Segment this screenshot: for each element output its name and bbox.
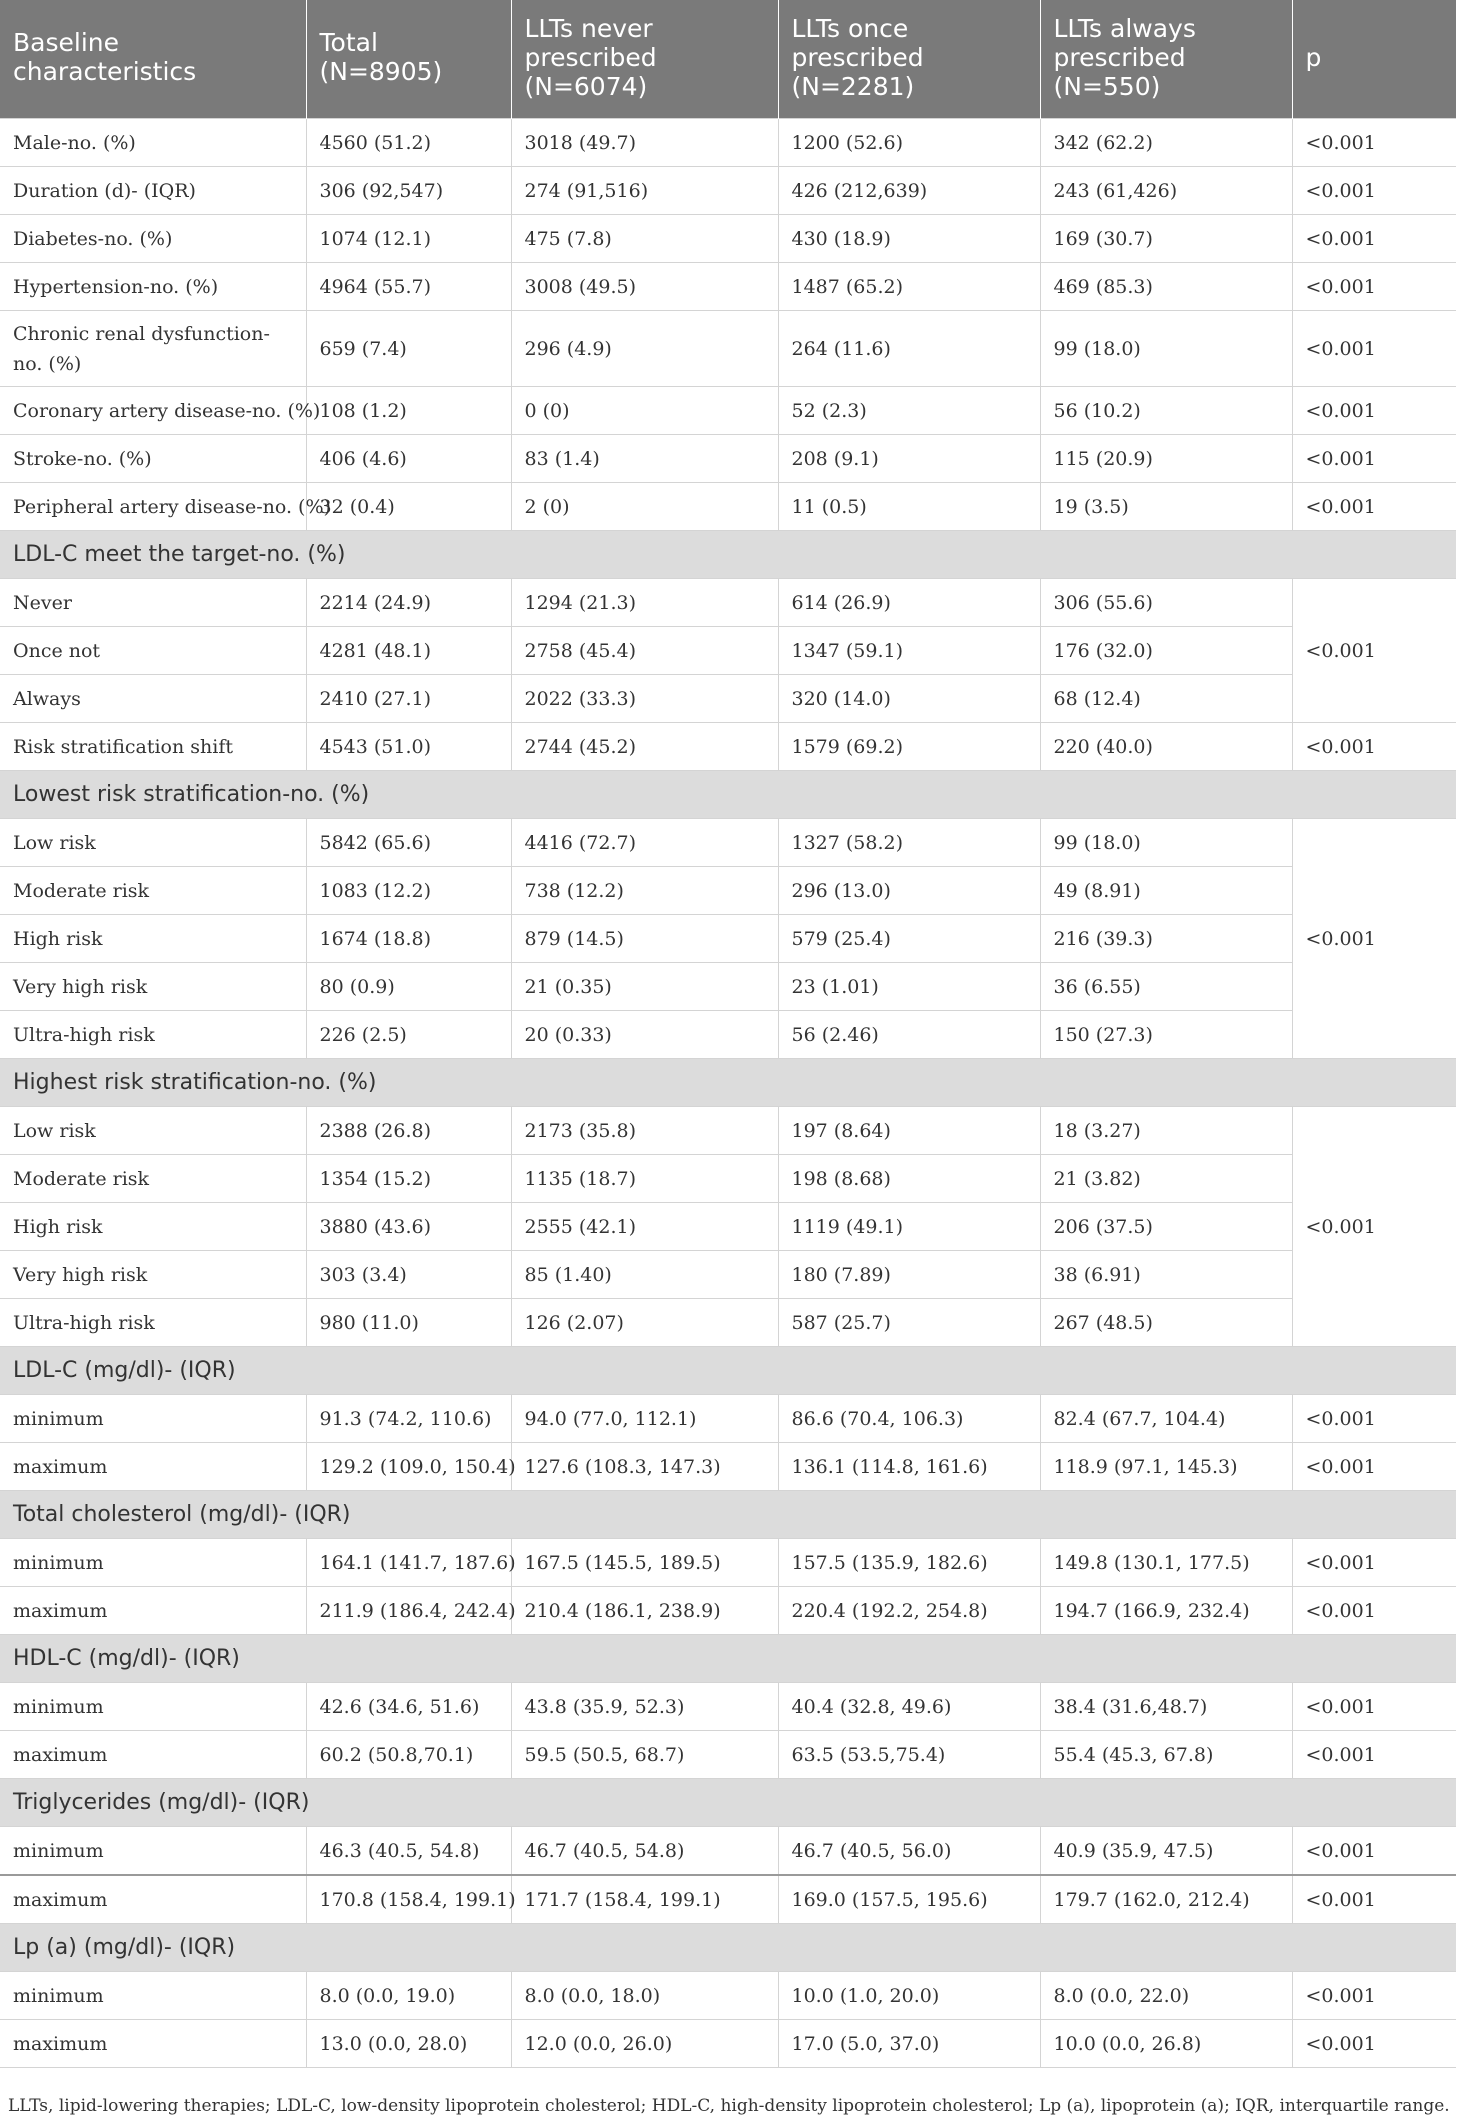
- cell-total: 42.6 (34.6, 51.6): [306, 1683, 511, 1731]
- row-label: minimum: [0, 1827, 306, 1876]
- cell-total: 303 (3.4): [306, 1251, 511, 1299]
- cell-always: 342 (62.2): [1040, 119, 1292, 167]
- table-row: [0, 215, 1456, 263]
- cell-total: 1074 (12.1): [306, 215, 511, 263]
- row-label: Peripheral artery disease-no. (%): [0, 483, 306, 531]
- cell-never: 274 (91,516): [511, 167, 778, 215]
- cell-total: 226 (2.5): [306, 1011, 511, 1059]
- cell-always: 220 (40.0): [1040, 723, 1292, 771]
- section-title: Lowest risk stratification-no. (%): [0, 771, 1456, 819]
- cell-p-value: <0.001: [1292, 1443, 1456, 1491]
- row-label: Very high risk: [0, 963, 306, 1011]
- header-always: LLTs always prescribed (N=550): [1040, 0, 1292, 119]
- table-row: [0, 819, 1456, 867]
- cell-once: 1579 (69.2): [778, 723, 1040, 771]
- cell-once: 136.1 (114.8, 161.6): [778, 1443, 1040, 1491]
- cell-always: 243 (61,426): [1040, 167, 1292, 215]
- row-label: Stroke-no. (%): [0, 435, 306, 483]
- cell-never: 12.0 (0.0, 26.0): [511, 2020, 778, 2068]
- cell-total: 980 (11.0): [306, 1299, 511, 1347]
- section-title: Triglycerides (mg/dl)- (IQR): [0, 1779, 1456, 1827]
- header-never: LLTs never prescribed (N=6074): [511, 0, 778, 119]
- cell-always: 49 (8.91): [1040, 867, 1292, 915]
- cell-always: 176 (32.0): [1040, 627, 1292, 675]
- table-row: [0, 263, 1456, 311]
- cell-once: 52 (2.3): [778, 387, 1040, 435]
- table-row: [0, 1587, 1456, 1635]
- table-row: [0, 1395, 1456, 1443]
- table-row: [0, 1731, 1456, 1779]
- table-row: [0, 915, 1456, 963]
- cell-always: 179.7 (162.0, 212.4): [1040, 1875, 1292, 1924]
- row-label: Hypertension-no. (%): [0, 263, 306, 311]
- cell-never: 94.0 (77.0, 112.1): [511, 1395, 778, 1443]
- row-label: maximum: [0, 1875, 306, 1924]
- table-row: [0, 1827, 1456, 1876]
- cell-p-value: <0.001: [1292, 215, 1456, 263]
- cell-once: 614 (26.9): [778, 579, 1040, 627]
- cell-once: 10.0 (1.0, 20.0): [778, 1972, 1040, 2020]
- row-label: Moderate risk: [0, 867, 306, 915]
- cell-p-value: <0.001: [1292, 387, 1456, 435]
- cell-total: 659 (7.4): [306, 311, 511, 387]
- row-label: Once not: [0, 627, 306, 675]
- cell-never: 171.7 (158.4, 199.1): [511, 1875, 778, 1924]
- row-label: maximum: [0, 2020, 306, 2068]
- cell-once: 63.5 (53.5,75.4): [778, 1731, 1040, 1779]
- table-row: [0, 1107, 1456, 1155]
- cell-always: 469 (85.3): [1040, 263, 1292, 311]
- cell-always: 169 (30.7): [1040, 215, 1292, 263]
- cell-never: 46.7 (40.5, 54.8): [511, 1827, 778, 1876]
- cell-total: 4560 (51.2): [306, 119, 511, 167]
- cell-never: 2744 (45.2): [511, 723, 778, 771]
- table-row: [0, 1155, 1456, 1203]
- row-label: Diabetes-no. (%): [0, 215, 306, 263]
- cell-always: 38 (6.91): [1040, 1251, 1292, 1299]
- cell-always: 216 (39.3): [1040, 915, 1292, 963]
- row-label: maximum: [0, 1587, 306, 1635]
- cell-always: 18 (3.27): [1040, 1107, 1292, 1155]
- cell-once: 40.4 (32.8, 49.6): [778, 1683, 1040, 1731]
- cell-never: 2555 (42.1): [511, 1203, 778, 1251]
- cell-p-value: <0.001: [1292, 167, 1456, 215]
- cell-once: 208 (9.1): [778, 435, 1040, 483]
- table-row: [0, 1011, 1456, 1059]
- cell-p-value: <0.001: [1292, 1731, 1456, 1779]
- row-label: maximum: [0, 1731, 306, 1779]
- cell-total: 406 (4.6): [306, 435, 511, 483]
- row-label: Never: [0, 579, 306, 627]
- cell-total: 46.3 (40.5, 54.8): [306, 1827, 511, 1876]
- table-row: [0, 435, 1456, 483]
- cell-p-value: <0.001: [1292, 723, 1456, 771]
- cell-once: 157.5 (135.9, 182.6): [778, 1539, 1040, 1587]
- section-row: [0, 1635, 1456, 1683]
- cell-p-value: <0.001: [1292, 1683, 1456, 1731]
- cell-p-value: <0.001: [1292, 579, 1456, 723]
- section-title: LDL-C meet the target-no. (%): [0, 531, 1456, 579]
- cell-total: 170.8 (158.4, 199.1): [306, 1875, 511, 1924]
- cell-once: 579 (25.4): [778, 915, 1040, 963]
- table-row: [0, 627, 1456, 675]
- cell-total: 2388 (26.8): [306, 1107, 511, 1155]
- cell-total: 1083 (12.2): [306, 867, 511, 915]
- cell-always: 21 (3.82): [1040, 1155, 1292, 1203]
- header-row: [0, 0, 1456, 119]
- cell-p-value: <0.001: [1292, 2020, 1456, 2068]
- table-row: [0, 1443, 1456, 1491]
- table-footnote: LLTs, lipid-lowering therapies; LDL-C, low-density lipoprotein cholesterol; HDL-C, high-density lipoprotein cholesterol; Lp (a), lipoprotein (a); IQR, interquartile range.: [8, 2096, 1450, 2116]
- row-label: High risk: [0, 1203, 306, 1251]
- table-row: [0, 1683, 1456, 1731]
- cell-p-value: <0.001: [1292, 483, 1456, 531]
- row-label: maximum: [0, 1443, 306, 1491]
- table-row: [0, 675, 1456, 723]
- cell-never: 0 (0): [511, 387, 778, 435]
- row-label: High risk: [0, 915, 306, 963]
- cell-never: 475 (7.8): [511, 215, 778, 263]
- cell-total: 2410 (27.1): [306, 675, 511, 723]
- cell-always: 68 (12.4): [1040, 675, 1292, 723]
- cell-once: 430 (18.9): [778, 215, 1040, 263]
- cell-never: 3008 (49.5): [511, 263, 778, 311]
- cell-total: 4543 (51.0): [306, 723, 511, 771]
- cell-always: 99 (18.0): [1040, 819, 1292, 867]
- row-label: Duration (d)- (IQR): [0, 167, 306, 215]
- cell-once: 1487 (65.2): [778, 263, 1040, 311]
- cell-never: 127.6 (108.3, 147.3): [511, 1443, 778, 1491]
- cell-once: 46.7 (40.5, 56.0): [778, 1827, 1040, 1876]
- cell-always: 19 (3.5): [1040, 483, 1292, 531]
- cell-total: 8.0 (0.0, 19.0): [306, 1972, 511, 2020]
- table-row: [0, 1251, 1456, 1299]
- cell-always: 206 (37.5): [1040, 1203, 1292, 1251]
- cell-total: 5842 (65.6): [306, 819, 511, 867]
- header-total: Total (N=8905): [306, 0, 511, 119]
- cell-always: 118.9 (97.1, 145.3): [1040, 1443, 1292, 1491]
- section-row: [0, 1924, 1456, 1972]
- row-label: Ultra-high risk: [0, 1299, 306, 1347]
- cell-once: 587 (25.7): [778, 1299, 1040, 1347]
- cell-always: 10.0 (0.0, 26.8): [1040, 2020, 1292, 2068]
- cell-p-value: <0.001: [1292, 1972, 1456, 2020]
- cell-always: 149.8 (130.1, 177.5): [1040, 1539, 1292, 1587]
- cell-never: 738 (12.2): [511, 867, 778, 915]
- cell-once: 23 (1.01): [778, 963, 1040, 1011]
- table-row: [0, 119, 1456, 167]
- cell-once: 56 (2.46): [778, 1011, 1040, 1059]
- table-body: [0, 119, 1456, 2068]
- cell-p-value: <0.001: [1292, 119, 1456, 167]
- cell-never: 59.5 (50.5, 68.7): [511, 1731, 778, 1779]
- header-p: p: [1292, 0, 1456, 119]
- cell-once: 320 (14.0): [778, 675, 1040, 723]
- section-row: [0, 1059, 1456, 1107]
- cell-once: 17.0 (5.0, 37.0): [778, 2020, 1040, 2068]
- cell-once: 11 (0.5): [778, 483, 1040, 531]
- cell-once: 296 (13.0): [778, 867, 1040, 915]
- cell-always: 115 (20.9): [1040, 435, 1292, 483]
- row-label: Chronic renal dysfunction-no. (%): [0, 311, 306, 387]
- cell-never: 8.0 (0.0, 18.0): [511, 1972, 778, 2020]
- row-label: minimum: [0, 1683, 306, 1731]
- cell-never: 210.4 (186.1, 238.9): [511, 1587, 778, 1635]
- cell-total: 4281 (48.1): [306, 627, 511, 675]
- cell-always: 82.4 (67.7, 104.4): [1040, 1395, 1292, 1443]
- section-row: [0, 1347, 1456, 1395]
- cell-never: 4416 (72.7): [511, 819, 778, 867]
- cell-total: 3880 (43.6): [306, 1203, 511, 1251]
- cell-always: 267 (48.5): [1040, 1299, 1292, 1347]
- table-row: [0, 579, 1456, 627]
- row-label: Risk stratification shift: [0, 723, 306, 771]
- table-row: [0, 963, 1456, 1011]
- table-row: [0, 1875, 1456, 1924]
- row-label: minimum: [0, 1395, 306, 1443]
- cell-total: 13.0 (0.0, 28.0): [306, 2020, 511, 2068]
- header-baseline: Baseline characteristics: [0, 0, 306, 119]
- table-row: [0, 1299, 1456, 1347]
- cell-total: 4964 (55.7): [306, 263, 511, 311]
- row-label: Ultra-high risk: [0, 1011, 306, 1059]
- cell-p-value: <0.001: [1292, 1395, 1456, 1443]
- cell-total: 60.2 (50.8,70.1): [306, 1731, 511, 1779]
- row-label: Low risk: [0, 1107, 306, 1155]
- cell-once: 86.6 (70.4, 106.3): [778, 1395, 1040, 1443]
- cell-always: 194.7 (166.9, 232.4): [1040, 1587, 1292, 1635]
- table-row: [0, 867, 1456, 915]
- row-label: Coronary artery disease-no. (%): [0, 387, 306, 435]
- cell-once: 1327 (58.2): [778, 819, 1040, 867]
- header-once: LLTs once prescribed (N=2281): [778, 0, 1040, 119]
- table-row: [0, 1203, 1456, 1251]
- cell-p-value: <0.001: [1292, 435, 1456, 483]
- cell-p-value: <0.001: [1292, 263, 1456, 311]
- section-title: LDL-C (mg/dl)- (IQR): [0, 1347, 1456, 1395]
- cell-never: 2758 (45.4): [511, 627, 778, 675]
- cell-total: 91.3 (74.2, 110.6): [306, 1395, 511, 1443]
- table-row: [0, 483, 1456, 531]
- cell-never: 20 (0.33): [511, 1011, 778, 1059]
- cell-once: 1200 (52.6): [778, 119, 1040, 167]
- section-title: Total cholesterol (mg/dl)- (IQR): [0, 1491, 1456, 1539]
- cell-total: 1354 (15.2): [306, 1155, 511, 1203]
- cell-always: 99 (18.0): [1040, 311, 1292, 387]
- cell-always: 8.0 (0.0, 22.0): [1040, 1972, 1292, 2020]
- cell-never: 83 (1.4): [511, 435, 778, 483]
- cell-total: 306 (92,547): [306, 167, 511, 215]
- cell-always: 150 (27.3): [1040, 1011, 1292, 1059]
- cell-once: 426 (212,639): [778, 167, 1040, 215]
- cell-always: 56 (10.2): [1040, 387, 1292, 435]
- cell-once: 220.4 (192.2, 254.8): [778, 1587, 1040, 1635]
- row-label: minimum: [0, 1539, 306, 1587]
- table-row: [0, 1539, 1456, 1587]
- table-row: [0, 387, 1456, 435]
- cell-once: 264 (11.6): [778, 311, 1040, 387]
- cell-once: 198 (8.68): [778, 1155, 1040, 1203]
- cell-p-value: <0.001: [1292, 1539, 1456, 1587]
- cell-never: 879 (14.5): [511, 915, 778, 963]
- row-label: Moderate risk: [0, 1155, 306, 1203]
- section-row: [0, 1491, 1456, 1539]
- table-row: [0, 167, 1456, 215]
- cell-total: 108 (1.2): [306, 387, 511, 435]
- cell-always: 38.4 (31.6,48.7): [1040, 1683, 1292, 1731]
- cell-never: 1135 (18.7): [511, 1155, 778, 1203]
- section-title: Lp (a) (mg/dl)- (IQR): [0, 1924, 1456, 1972]
- cell-p-value: <0.001: [1292, 1827, 1456, 1876]
- section-row: [0, 771, 1456, 819]
- table-row: [0, 311, 1456, 387]
- cell-once: 1347 (59.1): [778, 627, 1040, 675]
- cell-never: 85 (1.40): [511, 1251, 778, 1299]
- section-title: Highest risk stratification-no. (%): [0, 1059, 1456, 1107]
- cell-never: 3018 (49.7): [511, 119, 778, 167]
- cell-never: 2173 (35.8): [511, 1107, 778, 1155]
- cell-never: 296 (4.9): [511, 311, 778, 387]
- row-label: Male-no. (%): [0, 119, 306, 167]
- cell-once: 169.0 (157.5, 195.6): [778, 1875, 1040, 1924]
- row-label: Always: [0, 675, 306, 723]
- cell-p-value: <0.001: [1292, 311, 1456, 387]
- cell-total: 1674 (18.8): [306, 915, 511, 963]
- cell-never: 43.8 (35.9, 52.3): [511, 1683, 778, 1731]
- cell-p-value: <0.001: [1292, 1587, 1456, 1635]
- cell-total: 164.1 (141.7, 187.6): [306, 1539, 511, 1587]
- cell-total: 32 (0.4): [306, 483, 511, 531]
- cell-never: 2 (0): [511, 483, 778, 531]
- cell-total: 211.9 (186.4, 242.4): [306, 1587, 511, 1635]
- cell-once: 197 (8.64): [778, 1107, 1040, 1155]
- table-row: [0, 1972, 1456, 2020]
- table-row: [0, 2020, 1456, 2068]
- cell-once: 1119 (49.1): [778, 1203, 1040, 1251]
- row-label: minimum: [0, 1972, 306, 2020]
- cell-total: 2214 (24.9): [306, 579, 511, 627]
- table-row: [0, 723, 1456, 771]
- cell-p-value: <0.001: [1292, 1107, 1456, 1347]
- cell-once: 180 (7.89): [778, 1251, 1040, 1299]
- row-label: Very high risk: [0, 1251, 306, 1299]
- cell-total: 129.2 (109.0, 150.4): [306, 1443, 511, 1491]
- cell-always: 36 (6.55): [1040, 963, 1292, 1011]
- cell-total: 80 (0.9): [306, 963, 511, 1011]
- cell-never: 2022 (33.3): [511, 675, 778, 723]
- row-label: Low risk: [0, 819, 306, 867]
- cell-p-value: <0.001: [1292, 1875, 1456, 1924]
- cell-always: 55.4 (45.3, 67.8): [1040, 1731, 1292, 1779]
- cell-never: 126 (2.07): [511, 1299, 778, 1347]
- cell-never: 1294 (21.3): [511, 579, 778, 627]
- cell-p-value: <0.001: [1292, 819, 1456, 1059]
- section-row: [0, 1779, 1456, 1827]
- cell-never: 21 (0.35): [511, 963, 778, 1011]
- section-title: HDL-C (mg/dl)- (IQR): [0, 1635, 1456, 1683]
- cell-never: 167.5 (145.5, 189.5): [511, 1539, 778, 1587]
- cell-always: 40.9 (35.9, 47.5): [1040, 1827, 1292, 1876]
- cell-always: 306 (55.6): [1040, 579, 1292, 627]
- section-row: [0, 531, 1456, 579]
